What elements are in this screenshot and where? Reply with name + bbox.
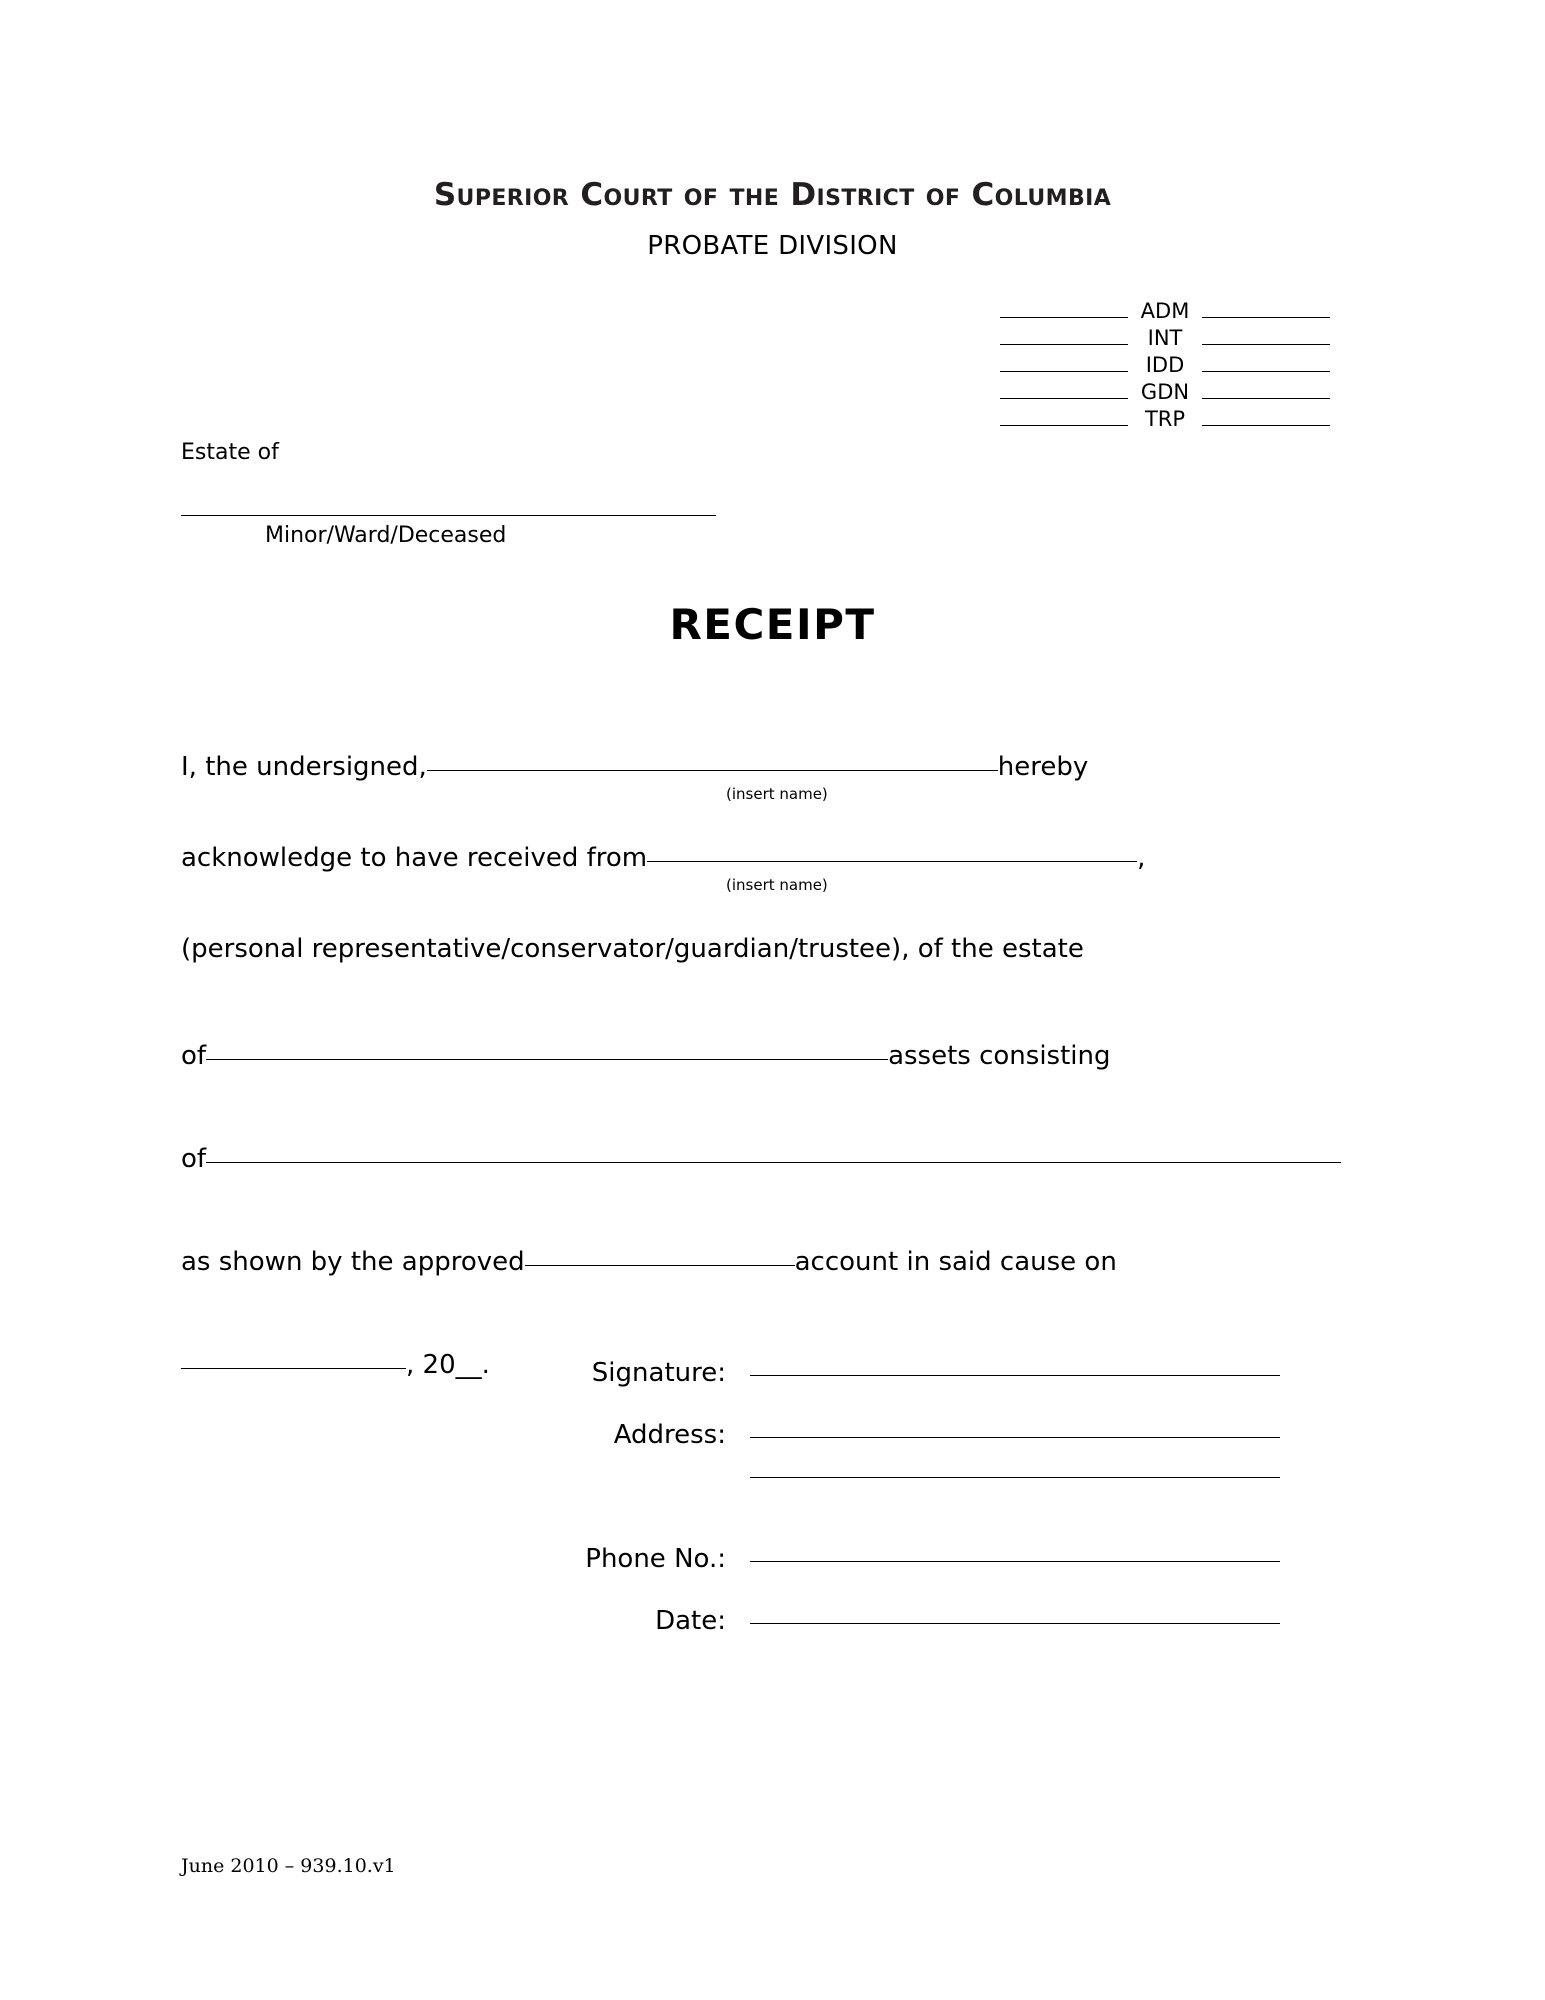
assets-description-blank[interactable]	[206, 1162, 1341, 1163]
body-line-7-post: , 20__.	[406, 1350, 490, 1380]
case-row	[990, 295, 1340, 322]
address-label: Address:	[613, 1420, 726, 1450]
account-date-blank[interactable]	[181, 1368, 406, 1369]
body-line-1-post: hereby	[997, 752, 1089, 782]
case-number-right-blank[interactable]	[1202, 425, 1330, 426]
insert-name-caption-2: (insert name)	[726, 876, 828, 894]
body-line-6-post: account in said cause on	[794, 1247, 1117, 1277]
signature-row	[560, 1358, 1350, 1420]
body-line-1	[181, 752, 1356, 803]
form-footer-revision: June 2010 – 939.10.v1	[181, 1855, 396, 1877]
case-number-block	[990, 295, 1340, 430]
signature-label: Signature:	[591, 1358, 726, 1388]
body-line-2-pre: acknowledge to have received from	[181, 843, 648, 873]
case-number-right-blank[interactable]	[1202, 398, 1330, 399]
case-code-trp: TRP	[1144, 407, 1186, 431]
case-code-int: INT	[1147, 326, 1183, 350]
case-row	[990, 322, 1340, 349]
estate-caption: Minor/Ward/Deceased	[265, 523, 507, 548]
address-line-1-blank[interactable]	[750, 1437, 1280, 1438]
court-title: Superior Court of the District of Columbia	[433, 177, 1112, 213]
body-line-4-post: assets consisting	[888, 1041, 1111, 1071]
body-line-3-text: (personal representative/conservator/guardian/trustee), of the estate	[181, 934, 1084, 964]
phone-blank[interactable]	[750, 1561, 1280, 1562]
body-line-6	[181, 1247, 1356, 1277]
case-number-left-blank[interactable]	[1000, 317, 1128, 318]
signature-block	[560, 1358, 1350, 1668]
approved-account-blank[interactable]	[525, 1265, 795, 1266]
form-title: RECEIPT	[669, 600, 876, 649]
body-line-1-pre: I, the undersigned,	[181, 752, 427, 782]
body-line-5	[181, 1144, 1356, 1174]
case-code-adm: ADM	[1140, 299, 1190, 323]
date-label: Date:	[655, 1606, 726, 1636]
body-line-5-pre: of	[181, 1144, 207, 1174]
case-number-right-blank[interactable]	[1202, 344, 1330, 345]
case-number-left-blank[interactable]	[1000, 398, 1128, 399]
date-blank[interactable]	[750, 1623, 1280, 1624]
estate-name-blank[interactable]	[181, 515, 716, 516]
case-number-left-blank[interactable]	[1000, 344, 1128, 345]
received-from-name-blank[interactable]	[647, 861, 1137, 862]
body-line-3	[181, 934, 1356, 964]
body-line-4-pre: of	[181, 1041, 207, 1071]
case-number-left-blank[interactable]	[1000, 425, 1128, 426]
undersigned-name-blank[interactable]	[427, 770, 998, 771]
body-line-2	[181, 843, 1356, 894]
case-number-right-blank[interactable]	[1202, 317, 1330, 318]
case-code-idd: IDD	[1145, 353, 1185, 377]
body-line-6-pre: as shown by the approved	[181, 1247, 525, 1277]
body-line-4	[181, 1041, 1356, 1071]
address-row-2	[560, 1482, 1350, 1544]
division-subtitle: PROBATE DIVISION	[647, 231, 898, 261]
case-number-right-blank[interactable]	[1202, 371, 1330, 372]
phone-row	[560, 1544, 1350, 1606]
case-row	[990, 403, 1340, 430]
case-row	[990, 376, 1340, 403]
estate-of-label: Estate of	[181, 440, 279, 465]
address-line-2-blank[interactable]	[750, 1477, 1280, 1478]
signature-blank[interactable]	[750, 1375, 1280, 1376]
phone-label: Phone No.:	[585, 1544, 726, 1574]
address-row	[560, 1420, 1350, 1482]
case-row	[990, 349, 1340, 376]
date-row	[560, 1606, 1350, 1668]
case-code-gdn: GDN	[1140, 380, 1190, 404]
case-number-left-blank[interactable]	[1000, 371, 1128, 372]
body-line-2-post: ,	[1137, 843, 1146, 873]
insert-name-caption-1: (insert name)	[726, 785, 828, 803]
estate-of-blank[interactable]	[206, 1059, 888, 1060]
